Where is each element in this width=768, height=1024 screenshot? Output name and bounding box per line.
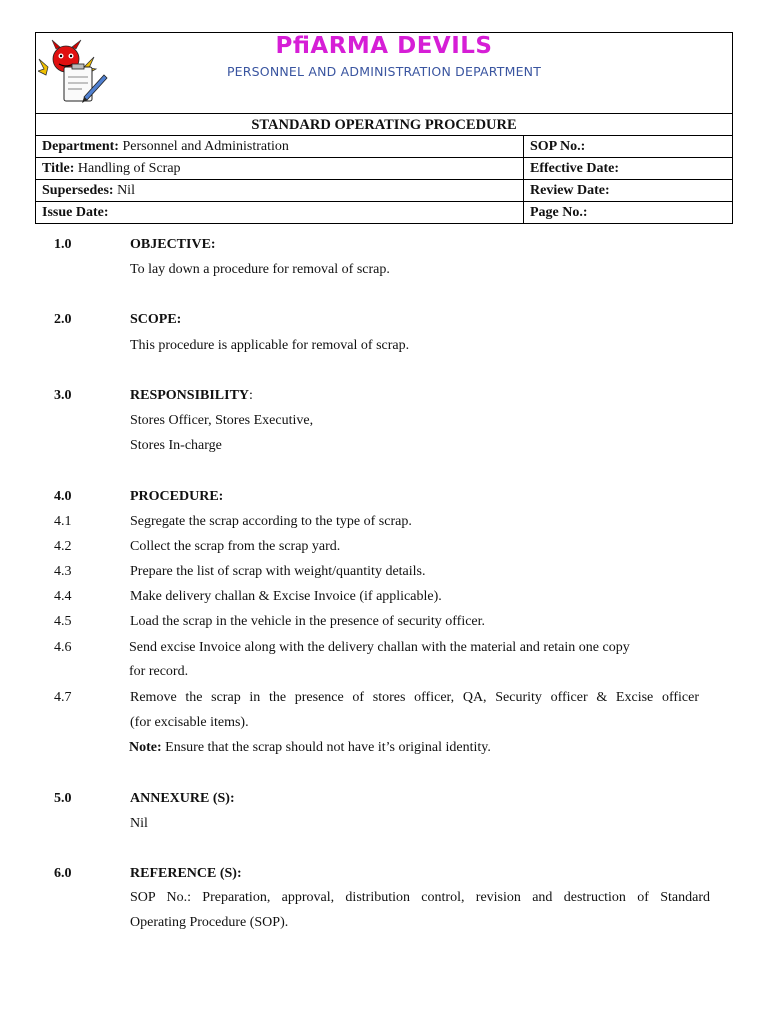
section-heading-responsibility (130, 388, 253, 404)
responsibility-heading-colon: : (249, 388, 253, 403)
supersedes-value: Nil (117, 182, 135, 198)
department-value: Personnel and Administration (122, 138, 289, 154)
note-text: Ensure that the scrap should not have it’s original identity. (165, 740, 491, 755)
department-label: Department: (42, 138, 119, 154)
section-heading-objective: OBJECTIVE: (130, 237, 216, 252)
document-header (35, 32, 733, 113)
step-text: Collect the scrap from the scrap yard. (130, 539, 341, 554)
step-text: Segregate the scrap according to the type of scrap. (130, 514, 412, 529)
step-number: 4.5 (54, 614, 72, 629)
step-text: Load the scrap in the vehicle in the presence of security officer. (130, 614, 486, 629)
section-number: 2.0 (54, 312, 72, 327)
objective-text: To lay down a procedure for removal of scrap. (130, 262, 390, 277)
step-text-continued: (for excisable items). (130, 715, 249, 730)
sop-no-label: SOP No.: (524, 136, 733, 158)
responsibility-line-1: Stores Officer, Stores Executive, (130, 413, 314, 428)
page-no-label: Page No.: (524, 202, 733, 224)
review-date-label: Review Date: (524, 180, 733, 202)
step-number: 4.1 (54, 514, 72, 529)
issue-date-label: Issue Date: (36, 202, 524, 224)
section-heading-scope: SCOPE: (130, 312, 182, 327)
annexure-text: Nil (130, 816, 148, 831)
responsibility-line-2: Stores In-charge (130, 438, 222, 453)
department-subtitle: PERSONNEL AND ADMINISTRATION DEPARTMENT (226, 64, 542, 79)
step-number: 4.2 (54, 539, 72, 554)
sop-table-title: STANDARD OPERATING PROCEDURE (36, 114, 733, 136)
section-number: 1.0 (54, 237, 72, 252)
note-label: Note: (129, 740, 162, 755)
company-name: PﬁARMA DEVILS (275, 33, 493, 59)
section-heading-procedure: PROCEDURE: (130, 489, 224, 504)
title-value: Handling of Scrap (77, 160, 181, 176)
section-heading-reference: REFERENCE (S): (130, 866, 242, 881)
section-number: 4.0 (54, 489, 72, 504)
step-text: Remove the scrap in the presence of stores officer, QA, Security officer & Excise officer (130, 690, 699, 705)
step-number: 4.3 (54, 564, 72, 579)
title-label: Title: (42, 160, 75, 176)
step-number: 4.4 (54, 589, 72, 604)
reference-line-2: Operating Procedure (SOP). (130, 915, 289, 930)
scope-text: This procedure is applicable for removal of scrap. (130, 338, 410, 353)
title-cell (36, 158, 524, 180)
reference-line-1: SOP No.: Preparation, approval, distribution control, revision and destruction of Standard (130, 890, 710, 905)
section-number: 3.0 (54, 388, 72, 403)
supersedes-label: Supersedes: (42, 182, 114, 198)
step-text: Prepare the list of scrap with weight/quantity details. (130, 564, 426, 579)
procedure-note (129, 740, 491, 756)
sop-info-table (35, 113, 733, 224)
step-text: Send excise Invoice along with the delivery challan with the material and retain one copy (129, 640, 630, 655)
responsibility-heading-text: RESPONSIBILITY (130, 388, 250, 403)
department-cell (36, 136, 524, 158)
step-number: 4.6 (54, 640, 72, 655)
effective-date-label: Effective Date: (524, 158, 733, 180)
step-number: 4.7 (54, 690, 72, 705)
section-heading-annexure: ANNEXURE (S): (130, 791, 235, 806)
section-number: 5.0 (54, 791, 72, 806)
step-text-continued: for record. (129, 664, 189, 679)
supersedes-cell (36, 180, 524, 202)
section-number: 6.0 (54, 866, 72, 881)
step-text: Make delivery challan & Excise Invoice (if applicable). (130, 589, 442, 604)
